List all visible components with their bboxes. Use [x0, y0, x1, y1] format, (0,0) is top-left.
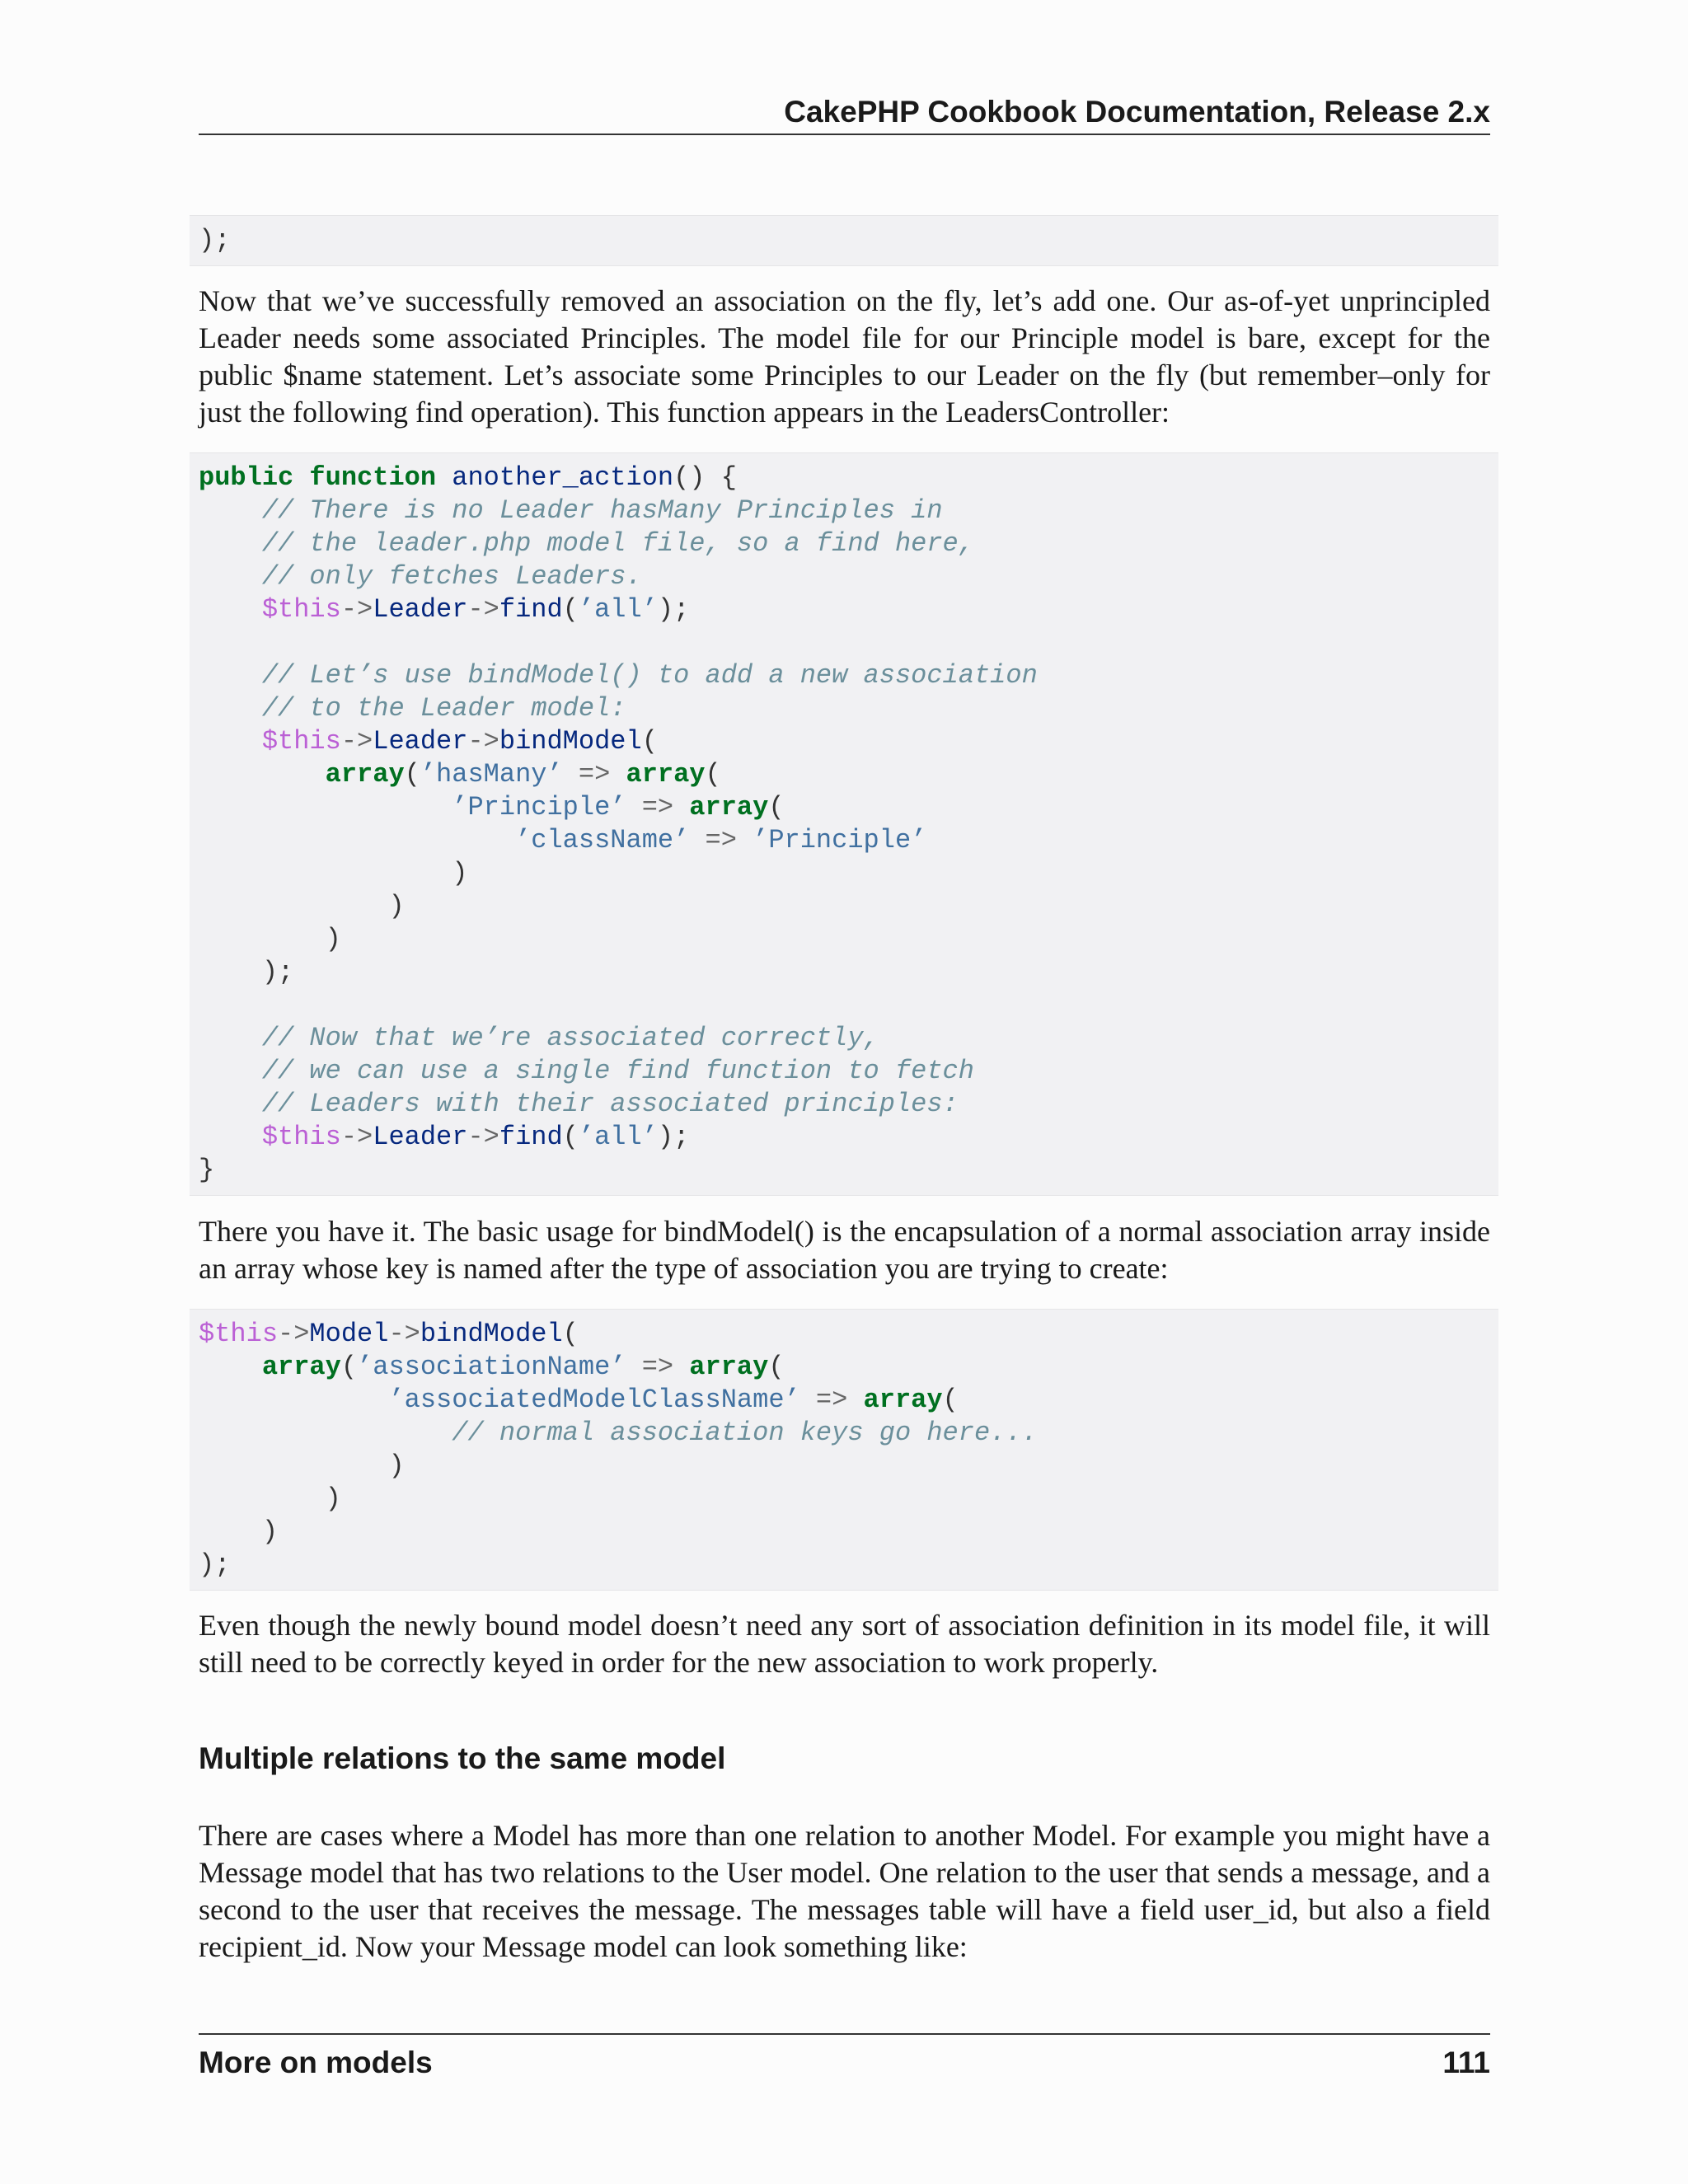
code-line: } [199, 1155, 215, 1185]
code-line: ’Principle’ => array( [452, 792, 785, 823]
code-line: // the leader.php model file, so a find here, [261, 528, 974, 559]
code-line: // Leaders with their associated principles: [261, 1089, 959, 1119]
code-line: ); [261, 957, 294, 987]
code-line: public function another_action() { [199, 462, 737, 493]
code-line: array(’hasMany’ => array( [325, 759, 721, 790]
code-line: // Let’s use bindModel() to add a new association [261, 660, 1038, 691]
code-line: ) [261, 1516, 279, 1547]
code-line: ); [199, 1549, 231, 1580]
code-line: // only fetches Leaders. [261, 561, 642, 592]
code-block-bindmodel-syntax [190, 1309, 1498, 1591]
code-line: $this->Model->bindModel( [199, 1319, 579, 1349]
code-line [199, 989, 1498, 1022]
header-title: CakePHP Cookbook Documentation, Release 2.x [784, 95, 1490, 129]
running-footer [199, 2033, 1490, 2083]
footer-section-title: More on models [199, 2046, 433, 2079]
paragraph-multiple-relations: There are cases where a Model has more than one relation to another Model. For example you might have a Message model that has two relations to the User model. One relation to the user that sends a message, and a second to the user that receives the message. The messages table will have a field user_id, but also a field recipient_id. Now your Message model can look something like: [199, 1819, 1490, 1963]
running-header [199, 92, 1490, 135]
paragraph-keyed-note: Even though the newly bound model doesn’t need any sort of association definition in its model file, it will still need to be correctly keyed in order for the new association to work properly. [199, 1609, 1490, 1679]
code-line: $this->Leader->bindModel( [261, 726, 658, 757]
code-line: ) [388, 891, 405, 921]
code-block-continuation [190, 215, 1498, 266]
code-line: $this->Leader->find(’all’); [261, 1122, 690, 1152]
code-line: ’associatedModelClassName’ => array( [388, 1385, 959, 1415]
code-line: $this->Leader->find(’all’); [261, 594, 690, 625]
code-line: ); [199, 225, 231, 255]
code-line: // to the Leader model: [261, 693, 626, 724]
code-line: ) [388, 1451, 405, 1481]
section-heading: Multiple relations to the same model [199, 1741, 726, 1775]
code-line: ) [325, 924, 341, 954]
paragraph-intro: Now that we’ve successfully removed an association on the fly, let’s add one. Our as-of-yet unprincipled Leader needs some associated Principles. The model file for our Principle model is bare, except for the public $name statement. Let’s associate some Principles to our Leader on the fly (but remember–only for just the following find operation). This function appears in the LeadersController: [199, 284, 1490, 429]
code-line: ’className’ => ’Principle’ [515, 825, 927, 855]
code-line: array(’associationName’ => array( [261, 1352, 785, 1382]
code-line: // normal association keys go here... [452, 1418, 1038, 1448]
paragraph-bindmodel-usage: There you have it. The basic usage for bindModel() is the encapsulation of a normal association array inside an array whose key is named after the type of association you are trying to create: [199, 1215, 1490, 1285]
page-number: 111 [1442, 2046, 1490, 2079]
code-line: ) [325, 1483, 341, 1514]
code-line: // Now that we’re associated correctly, [261, 1023, 879, 1053]
code-line [199, 626, 1498, 659]
code-line: ) [452, 858, 468, 888]
code-block-another-action [190, 452, 1498, 1196]
code-line: // we can use a single find function to fetch [261, 1056, 974, 1086]
code-line: // There is no Leader hasMany Principles in [261, 495, 943, 526]
